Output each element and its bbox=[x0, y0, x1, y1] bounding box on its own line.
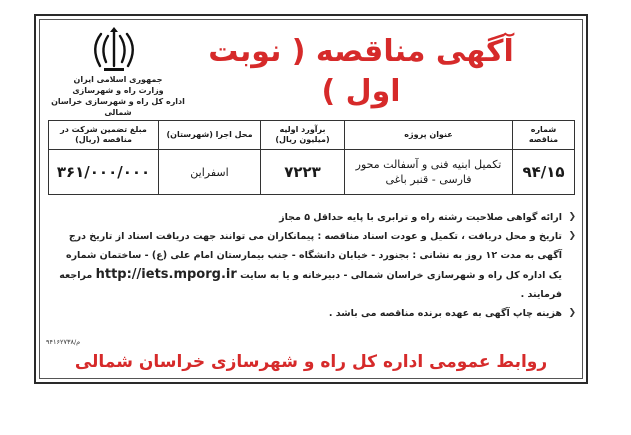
footer-publisher: روابط عمومی اداره کل راه و شهرسازی خراسان شمالی bbox=[74, 352, 548, 372]
website-link[interactable]: http://iets.mporg.ir bbox=[95, 267, 237, 282]
conditions-list bbox=[50, 208, 576, 323]
ministry-block bbox=[48, 74, 188, 118]
bullet-icon: ❮ bbox=[568, 308, 576, 318]
list-item: ❮ تاریخ و محل دریافت ، تکمیل و عودت اسناد مناقصه : پیمانکاران می توانند جهت دریافت اسناد از تاریخ درج آگهی به مدت ۱۲ روز به نشانی : بجنورد - خیابان دانشگاه - جنب بیمارستان امام علی (ع) - ساختمان شماره یک اداره کل راه و شهرسازی خراسان شمالی - دبیرخانه و یا به سایت http://iets.mporg.ir مراجعه فرمایند . bbox=[50, 227, 576, 304]
list-item: ❮ هزینه چاپ آگهی به عهده برنده مناقصه می باشد . bbox=[50, 304, 576, 323]
header-tender-number: شماره مناقصه bbox=[513, 121, 575, 150]
tender-notice bbox=[34, 14, 588, 384]
cell-tender-number: ۹۴/۱۵ bbox=[513, 150, 575, 195]
bullet-icon: ❮ bbox=[568, 231, 576, 241]
document-code: م/۹۴۱۶۲۷۳۸ bbox=[46, 338, 81, 346]
tender-table bbox=[48, 120, 575, 195]
list-item: ❮ ارائه گواهی صلاحیت رشته راه و ترابری با پایه حداقل ۵ مجاز bbox=[50, 208, 576, 227]
ministry-line: وزارت راه و شهرسازی bbox=[72, 86, 164, 95]
table-header-row bbox=[49, 121, 575, 150]
header-guarantee: مبلغ تضمین شرکت در مناقصه (ریال) bbox=[49, 121, 159, 150]
bullet-icon: ❮ bbox=[568, 212, 576, 222]
header-project-title: عنوان پروژه bbox=[345, 121, 513, 150]
iran-emblem-icon bbox=[84, 26, 144, 74]
ministry-line: اداره کل راه و شهرسازی خراسان شمالی bbox=[51, 97, 185, 117]
cell-project-title: تکمیل ابنیه فنی و آسفالت محور فارسی - قنبر باغی bbox=[345, 150, 513, 195]
cell-location: اسفراین bbox=[159, 150, 261, 195]
cell-estimate: ۷۲۲۳ bbox=[261, 150, 345, 195]
header-estimate: برآورد اولیه (میلیون ریال) bbox=[261, 121, 345, 150]
notice-title: آگهی مناقصه ( نوبت اول ) bbox=[208, 34, 514, 109]
ministry-line: جمهوری اسلامی ایران bbox=[73, 75, 163, 84]
header-location: محل اجرا (شهرستان) bbox=[159, 121, 261, 150]
cell-guarantee: ۳۶۱/۰۰۰/۰۰۰ bbox=[49, 150, 159, 195]
table-row bbox=[49, 150, 575, 195]
